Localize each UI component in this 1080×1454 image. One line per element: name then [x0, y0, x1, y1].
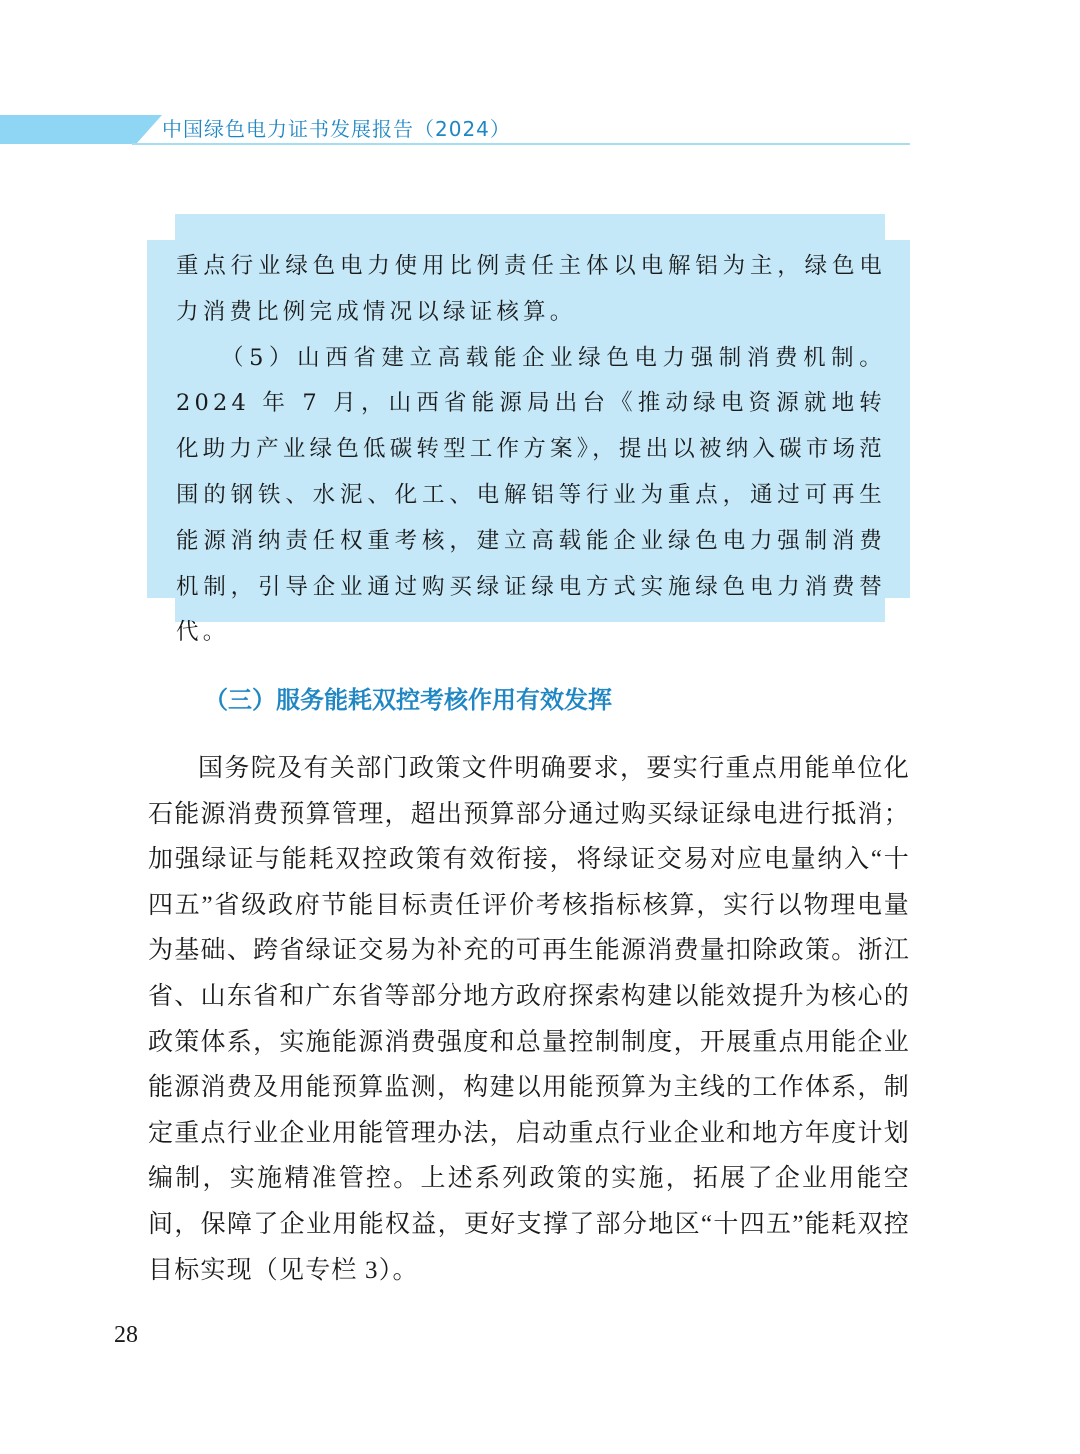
callout-paragraph: 重点行业绿色电力使用比例责任主体以电解铝为主，绿色电力消费比例完成情况以绿证核算。	[176, 253, 886, 325]
page-number: 28	[114, 1322, 138, 1348]
body-text	[148, 746, 910, 1293]
section-heading: （三）服务能耗双控考核作用有效发挥	[204, 686, 612, 714]
callout-box	[176, 244, 886, 656]
callout-paragraph: （5）山西省建立高载能企业绿色电力强制消费机制。2024 年 7 月，山西省能源局出台《推动绿电资源就地转化助力产业绿色低碳转型工作方案》，提出以被纳入碳市场范围的钢铁、水泥、化工、电解铝等行业为重点，通过可再生能源消纳责任权重考核，建立高载能企业绿色电力强制消费机制，引导企业通过购买绿证绿电方式实施绿色电力消费替代。	[176, 344, 886, 646]
header-divider	[132, 143, 910, 145]
body-paragraph: 国务院及有关部门政策文件明确要求，要实行重点用能单位化石能源消费预算管理，超出预算部分通过购买绿证绿电进行抵消；加强绿证与能耗双控政策有效衔接，将绿证交易对应电量纳入“十四五”省级政府节能目标责任评价考核指标核算，实行以物理电量为基础、跨省绿证交易为补充的可再生能源消费量扣除政策。浙江省、山东省和广东省等部分地方政府探索构建以能效提升为核心的政策体系，实施能源消费强度和总量控制制度，开展重点用能企业能源消费及用能预算监测，构建以用能预算为主线的工作体系，制定重点行业企业用能管理办法，启动重点行业企业和地方年度计划编制，实施精准管控。上述系列政策的实施，拓展了企业用能空间，保障了企业用能权益，更好支撑了部分地区“十四五”能耗双控目标实现（见专栏 3）。	[148, 755, 910, 1284]
running-header-title: 中国绿色电力证书发展报告（2024）	[162, 117, 511, 141]
header-band	[0, 115, 162, 144]
